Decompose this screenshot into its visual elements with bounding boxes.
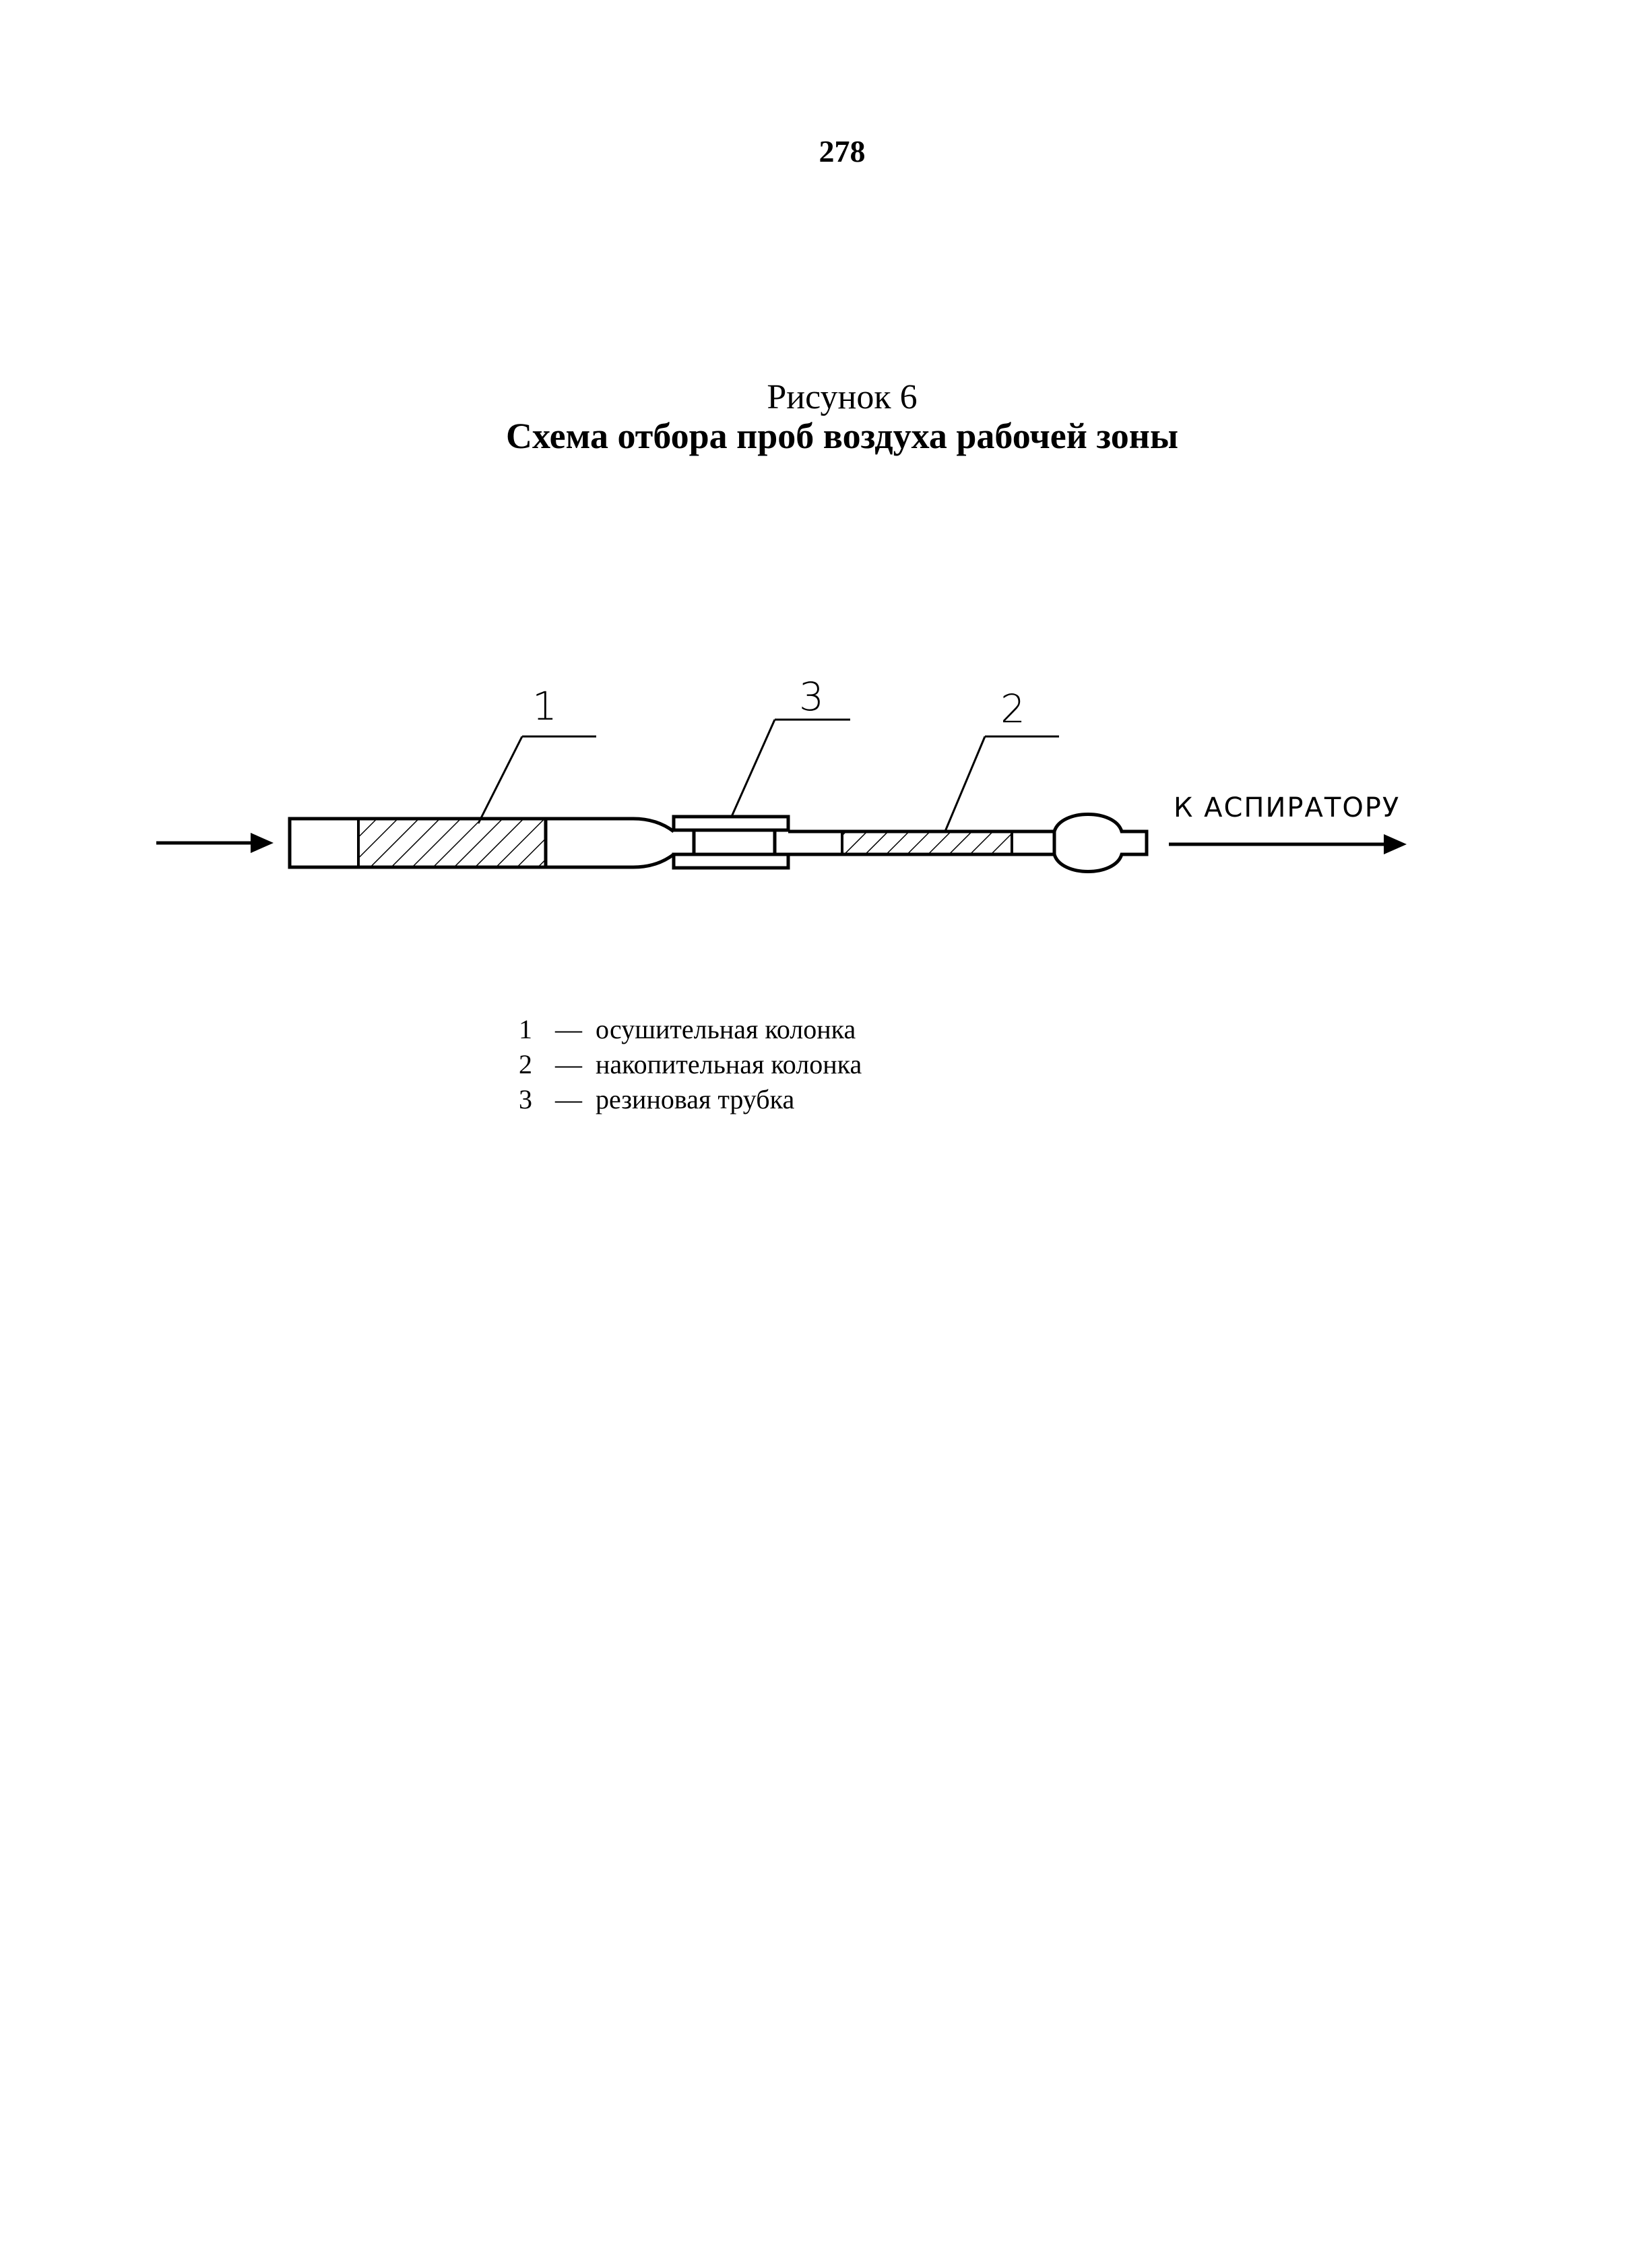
accumulation-column-packing [843, 833, 1012, 853]
rubber-tube [674, 817, 788, 868]
legend-dash: — [555, 1084, 582, 1114]
legend-item-number: 1 [519, 1014, 532, 1044]
legend-dash: — [555, 1014, 582, 1044]
callout-1 [478, 683, 596, 823]
drying-column-packing [360, 820, 546, 866]
legend-item-number: 3 [519, 1084, 532, 1114]
column-taper [546, 819, 674, 867]
callout-number-1: 1 [532, 683, 557, 729]
legend-dash: — [555, 1049, 582, 1079]
legend [519, 1012, 862, 1117]
drying-column [290, 819, 546, 867]
legend-item [519, 1047, 862, 1082]
page-number: 278 [819, 134, 866, 168]
legend-item [519, 1082, 862, 1117]
legend-item-text: накопительная колонка [596, 1049, 862, 1079]
legend-item-text: осушительная колонка [596, 1014, 856, 1044]
outlet-label: К АСПИРАТОРУ [1174, 792, 1401, 823]
legend-item-number: 2 [519, 1049, 532, 1079]
callout-number-3: 3 [799, 674, 824, 720]
legend-item-text: резиновая трубка [596, 1084, 795, 1114]
outlet-arrow [1169, 834, 1407, 854]
figure-label: Рисунок 6 [767, 378, 918, 416]
figure-title: Схема отбора проб воздуха рабочей зоны [505, 416, 1179, 456]
callout-3 [731, 674, 850, 818]
column-bulb [1054, 815, 1147, 872]
accumulation-column [788, 831, 1054, 854]
callout-number-2: 2 [1000, 686, 1025, 732]
inlet-arrow [156, 833, 274, 853]
legend-item [519, 1012, 862, 1047]
callout-2 [945, 686, 1059, 833]
